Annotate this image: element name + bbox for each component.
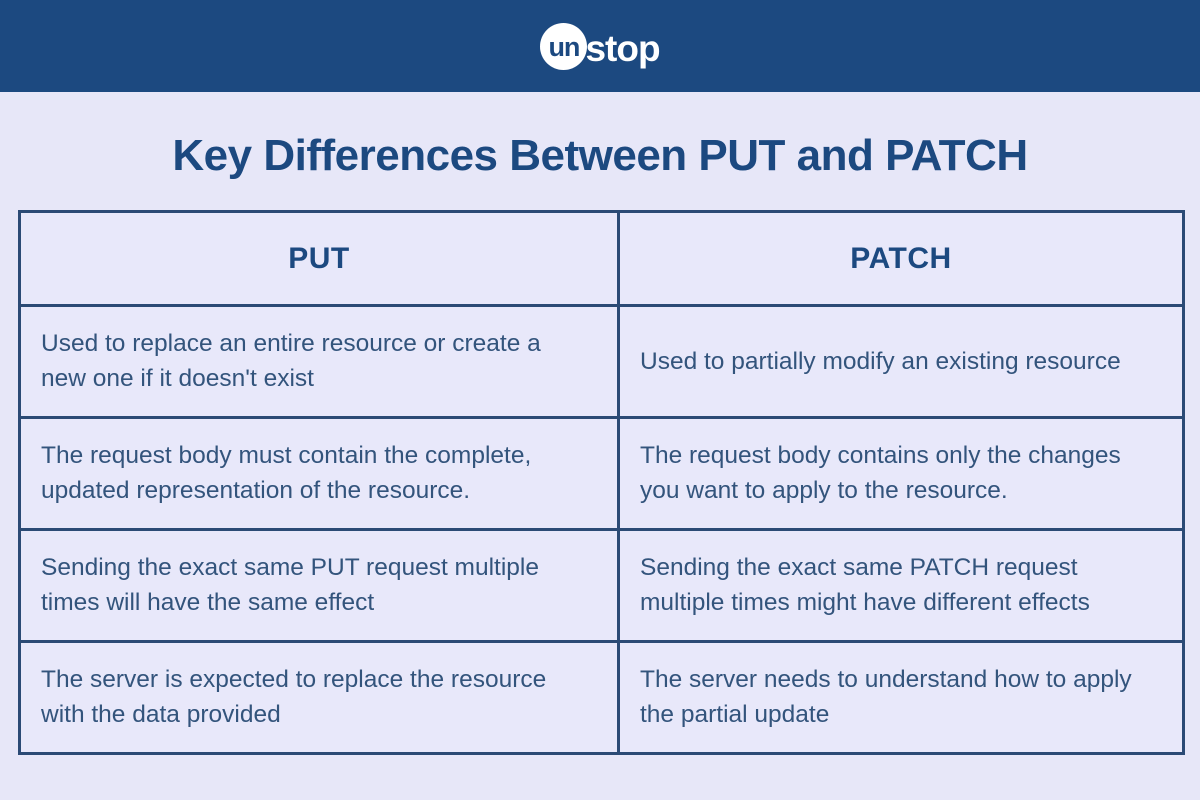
- header-bar: [0, 0, 1200, 92]
- table-header-row: [20, 212, 1184, 306]
- table-row: [20, 306, 1184, 418]
- put-cell-server-behavior: The server is expected to replace the resource with the data provided: [20, 642, 619, 754]
- put-patch-comparison-table: [18, 210, 1185, 755]
- put-column-header: PUT: [20, 212, 619, 306]
- page-title: Key Differences Between PUT and PATCH: [172, 131, 1028, 180]
- patch-cell-usage: Used to partially modify an existing resource: [619, 306, 1184, 418]
- patch-cell-idempotency: Sending the exact same PATCH request multiple times might have different effects: [619, 530, 1184, 642]
- table-row: [20, 642, 1184, 754]
- put-cell-usage: Used to replace an entire resource or create a new one if it doesn't exist: [20, 306, 619, 418]
- table-row: [20, 530, 1184, 642]
- patch-cell-server-behavior: The server needs to understand how to apply the partial update: [619, 642, 1184, 754]
- logo-stop-text: stop: [585, 27, 660, 69]
- patch-cell-request-body: The request body contains only the changes you want to apply to the resource.: [619, 418, 1184, 530]
- table-row: [20, 418, 1184, 530]
- logo-un-text: un: [548, 31, 580, 62]
- put-cell-idempotency: Sending the exact same PUT request multiple times will have the same effect: [20, 530, 619, 642]
- unstop-logo: [540, 23, 659, 70]
- patch-column-header: PATCH: [619, 212, 1184, 306]
- unstop-logo-circle: [540, 23, 587, 70]
- put-cell-request-body: The request body must contain the complete, updated representation of the resource.: [20, 418, 619, 530]
